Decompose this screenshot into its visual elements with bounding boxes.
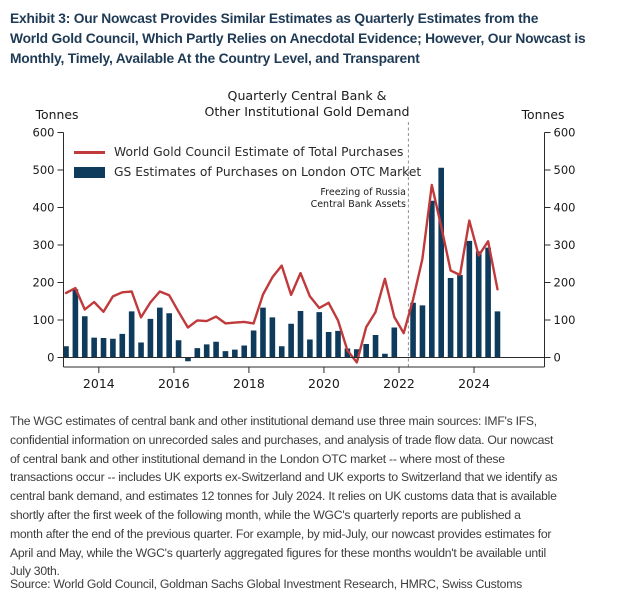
footnote-line-3: of central bank and other institutional demand in the London OTC market -- where most of these [10, 451, 505, 466]
bar-2017Q3 [232, 350, 238, 358]
bar-2016Q4 [204, 344, 210, 357]
bar-2017Q4 [241, 346, 247, 358]
bar-2023Q2 [448, 278, 454, 358]
exhibit-title-line-3: Monthly, Timely, Available At the Country Level, and Transparent [10, 51, 420, 66]
bar-2021Q4 [392, 328, 398, 358]
chart-title-line-2: Other Institutional Gold Demand [204, 104, 410, 119]
footnote [10, 412, 627, 581]
legend-row-wgc [74, 142, 421, 162]
exhibit-title-line-1: Exhibit 3: Our Nowcast Provides Similar Estimates as Quarterly Estimates from the [10, 11, 539, 26]
y-tick-label-left-600: 600 [32, 125, 55, 140]
y-tick-label-right-300: 300 [553, 238, 576, 252]
chart-legend [74, 142, 421, 182]
x-tick-label-2020: 2020 [308, 376, 340, 391]
bar-2021Q3 [382, 354, 388, 358]
y-tick-label-left-100: 100 [32, 313, 55, 327]
bar-2019Q2 [298, 311, 304, 358]
y-tick-label-left-200: 200 [32, 275, 55, 290]
bar-2013Q3 [82, 316, 88, 357]
bar-2018Q1 [251, 331, 257, 358]
x-tick-label-2018: 2018 [233, 376, 265, 391]
bar-2022Q4 [429, 201, 435, 358]
bar-2024Q3 [495, 311, 501, 357]
footnote-line-1: The WGC estimates of central bank and other institutional demand use three main sources: IMF's IFS, [10, 414, 537, 428]
y-tick-label-left-0: 0 [47, 350, 55, 365]
y-tick-label-right-200: 200 [553, 275, 576, 290]
bar-2015Q4 [166, 313, 172, 357]
bar-2018Q2 [260, 308, 266, 358]
chart-title-line-1: Quarterly Central Bank & [227, 88, 387, 103]
bar-2015Q3 [157, 308, 163, 358]
bar-2023Q3 [457, 275, 463, 358]
bar-2016Q2 [185, 358, 191, 362]
bar-2013Q2 [73, 289, 79, 357]
bar-2022Q3 [420, 305, 426, 357]
x-tick-label-2022: 2022 [383, 376, 415, 391]
y-tick-label-right-600: 600 [553, 125, 576, 140]
footnote-line-7: month after the end of the previous quarter. For example, by mid-July, our nowcast provides estimates for [10, 526, 552, 541]
footnote-line-2: confidential information on unrecorded sales and purchases, and analysis of trade flow data. Our nowcast [10, 432, 554, 447]
y-tick-label-right-400: 400 [553, 200, 576, 215]
bar-2018Q4 [279, 346, 285, 357]
bar-2023Q4 [467, 241, 473, 358]
vline-annotation-line-1: Freezing of Russia [320, 187, 406, 198]
legend-row-gs [74, 162, 421, 182]
footnote-line-9: July 30th. [10, 564, 60, 579]
y-tick-label-left-300: 300 [32, 238, 55, 252]
bar-2018Q3 [270, 317, 276, 357]
bar-2024Q2 [485, 248, 491, 358]
wgc-line-swatch [74, 151, 105, 154]
y-tick-label-left-500: 500 [32, 163, 55, 177]
bar-2024Q1 [476, 251, 482, 357]
bar-2019Q1 [288, 324, 294, 358]
y-tick-label-left-400: 400 [32, 200, 55, 215]
bar-2017Q2 [223, 351, 229, 357]
bar-2020Q2 [335, 331, 341, 358]
y-tick-label-right-100: 100 [553, 313, 576, 327]
x-tick-label-2024: 2024 [458, 376, 490, 391]
footnote-line-4: transactions occur -- includes UK exports ex-Switzerland and UK exports to Switzerland that we identify as [10, 470, 558, 485]
legend-label-wgc: World Gold Council Estimate of Total Purchases [114, 145, 404, 159]
y-axis-label-left: Tonnes [35, 107, 79, 122]
chart-title [147, 88, 467, 120]
bar-2016Q1 [176, 340, 182, 357]
bar-2014Q1 [101, 338, 107, 358]
bar-2023Q1 [438, 168, 444, 358]
x-tick-label-2016: 2016 [157, 376, 190, 391]
exhibit-title-line-2: World Gold Council, Which Partly Relies on Anecdotal Evidence; However, Our Nowcast is [10, 31, 586, 46]
vline-annotation [246, 187, 406, 211]
bar-2020Q1 [326, 332, 332, 358]
source-line: Source: World Gold Council, Goldman Sachs Global Investment Research, HMRC, Swiss Customs [10, 577, 522, 591]
bar-2014Q4 [129, 311, 135, 357]
bar-2019Q4 [316, 312, 322, 357]
bar-2021Q2 [373, 335, 379, 358]
bar-2014Q2 [110, 339, 116, 358]
vline-annotation-line-2: Central Bank Assets [310, 199, 406, 210]
bar-2021Q1 [363, 344, 369, 358]
bar-2015Q2 [148, 319, 154, 358]
footnote-line-5: central bank demand, and estimates 12 tonnes for July 2024. It relies on UK customs data that is available [10, 489, 557, 504]
bar-2013Q1 [63, 346, 69, 357]
bar-2016Q3 [195, 348, 201, 357]
bar-2014Q3 [119, 334, 125, 358]
footnote-line-8: April and May, while the WGC's quarterly aggregated figures for these months wouldn't be available until [10, 545, 546, 560]
gs-bar-swatch [74, 167, 105, 178]
y-tick-label-right-0: 0 [553, 350, 561, 365]
x-tick-label-2014: 2014 [82, 376, 115, 391]
y-axis-label-right: Tonnes [521, 107, 565, 122]
y-tick-label-right-500: 500 [553, 163, 576, 177]
footnote-line-6: shortly after the first week of the following month, while the WGC's quarterly reports are published a [10, 507, 521, 522]
legend-label-gs: GS Estimates of Purchases on London OTC Market [114, 165, 422, 179]
bar-2019Q3 [307, 340, 313, 358]
bar-2017Q1 [213, 342, 219, 358]
bar-2013Q4 [91, 338, 97, 358]
bar-2015Q1 [138, 343, 144, 358]
